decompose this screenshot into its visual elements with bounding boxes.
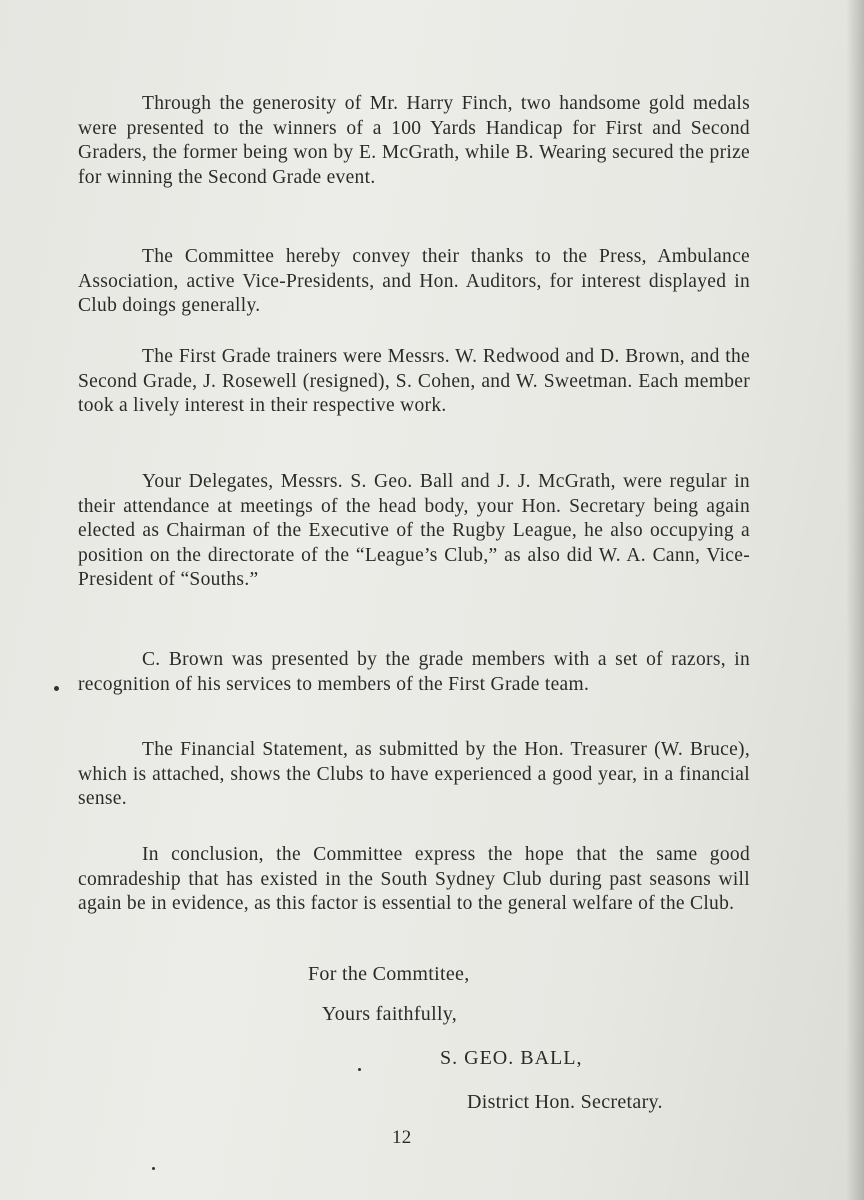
paragraph-financial-statement: The Financial Statement, as submitted by the Hon. Treasurer (W. Bruce), which is attached, shows the Clubs to have experienced a good year, in a financial sense.	[78, 739, 750, 809]
ink-speck	[54, 686, 59, 691]
paragraph-delegates: Your Delegates, Messrs. S. Geo. Ball and J. J. McGrath, were regular in their attendance at meetings of the head body, your Hon. Secretary being again elected as Chairman of the Executive of the Rugby League, he also occupying a position on the directorate of the “League’s Club,” as also did W. A. Cann, Vice-President of “Souths.”	[78, 471, 750, 590]
paragraph-medals: Through the generosity of Mr. Harry Finch, two handsome gold medals were presented to the winners of a 100 Yards Handicap for First and Second Graders, the former being won by E. McGrath, while B. Wearing secured the prize for winning the Second Grade event.	[78, 93, 750, 188]
paragraph-presentation: C. Brown was presented by the grade members with a set of razors, in recognition of his services to members of the First Grade team.	[78, 649, 750, 695]
ink-speck	[358, 1068, 361, 1071]
closing-line-committee: For the Commtitee,	[308, 963, 470, 985]
paragraph-conclusion: In conclusion, the Committee express the hope that the same good comradeship that has existed in the South Sydney Club during past seasons will again be in evidence, as this factor is essential to the general welfare of the Club.	[78, 844, 750, 914]
paragraph-thanks: The Committee hereby convey their thanks to the Press, Ambulance Association, active Vice-Presidents, and Hon. Auditors, for interest displayed in Club doings generally.	[78, 246, 750, 316]
signer-name: S. GEO. BALL,	[440, 1047, 583, 1069]
closing-line-yours: Yours faithfully,	[322, 1003, 458, 1025]
page-number: 12	[392, 1127, 412, 1148]
signer-title: District Hon. Secretary.	[467, 1091, 663, 1113]
paragraph-trainers: The First Grade trainers were Messrs. W. Redwood and D. Brown, and the Second Grade, J. Rosewell (resigned), S. Cohen, and W. Sweetman. Each member took a lively interest in their respective work.	[78, 346, 750, 416]
ink-speck	[152, 1167, 155, 1170]
